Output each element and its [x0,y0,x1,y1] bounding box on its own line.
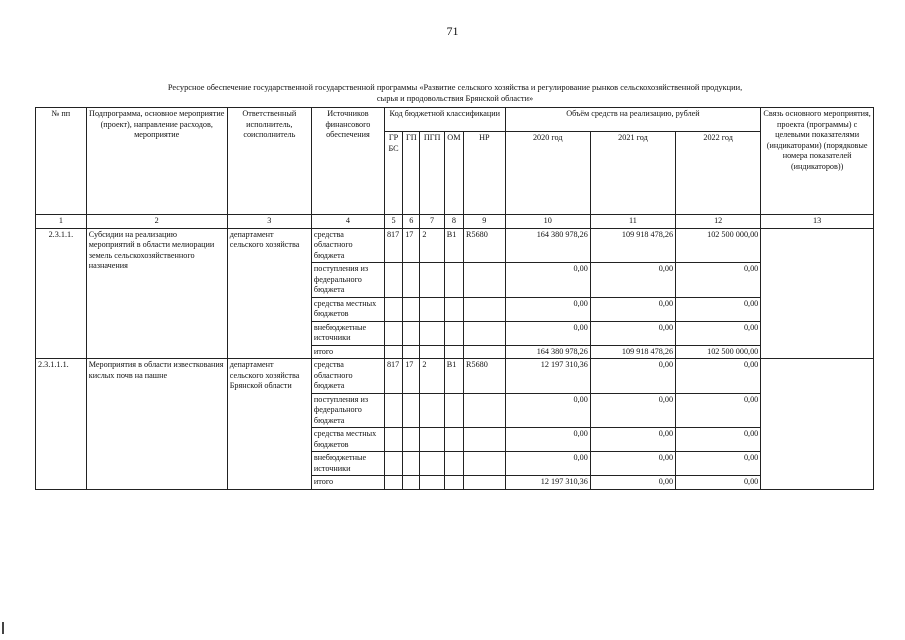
code-om: В1 [444,359,463,394]
col-number: 4 [311,215,384,229]
amount-2021: 0,00 [590,359,675,394]
column-numbers-row [36,215,874,229]
amount-2021: 109 918 478,26 [590,228,675,263]
funding-source: внебюджетные источники [311,452,384,476]
funding-source: итого [311,345,384,359]
col-number: 1 [36,215,87,229]
amount-2022: 0,00 [676,428,761,452]
header-sources: Источников финансового обеспечения [311,108,384,215]
header-y2020: 2020 год [505,132,590,215]
col-number: 11 [590,215,675,229]
header-nr: НР [464,132,506,215]
col-number: 5 [384,215,402,229]
amount-2020: 12 197 310,36 [505,359,590,394]
amount-2022: 0,00 [676,393,761,428]
funding-source: средства местных бюджетов [311,297,384,321]
page-number: 71 [446,24,459,38]
col-number: 3 [227,215,311,229]
amount-2022: 0,00 [676,359,761,394]
amount-2021: 0,00 [590,452,675,476]
code-grbs: 817 [384,228,402,263]
funding-source: средства местных бюджетов [311,428,384,452]
header-grbs: ГРБС [384,132,402,215]
amount-2020: 12 197 310,36 [505,476,590,490]
amount-2021: 109 918 478,26 [590,345,675,359]
row-number: 2.3.1.1.1. [36,359,87,490]
funding-source: внебюджетные источники [311,321,384,345]
header-volume: Объём средств на реализацию, рублей [505,108,761,132]
funding-source: поступления из федерального бюджета [311,393,384,428]
header-num: № пп [36,108,87,215]
table-header [36,108,874,229]
amount-2022: 102 500 000,00 [676,228,761,263]
amount-2022: 0,00 [676,321,761,345]
table-block [36,228,874,359]
amount-2020: 0,00 [505,393,590,428]
funding-source: средства областного бюджета [311,359,384,394]
amount-2020: 164 380 978,26 [505,228,590,263]
amount-2020: 0,00 [505,428,590,452]
indicator-link [761,228,874,359]
table-block [36,359,874,490]
col-number: 2 [86,215,227,229]
table-row [36,359,874,394]
amount-2022: 102 500 000,00 [676,345,761,359]
code-gp: 17 [403,228,420,263]
header-subprogram: Подпрограмма, основное мероприятие (проект), направление расходов, мероприятие [86,108,227,215]
header-gp: ГП [403,132,420,215]
code-grbs: 817 [384,359,402,394]
header-link: Связь основного мероприятия, проекта (программы) с целевыми показателями (индикаторами) (порядковые номера показателей (индикаторов)) [761,108,874,215]
amount-2020: 0,00 [505,263,590,298]
amount-2021: 0,00 [590,297,675,321]
col-number: 13 [761,215,874,229]
code-pgp: 2 [420,359,444,394]
code-nr: R5680 [464,228,506,263]
amount-2021: 0,00 [590,393,675,428]
code-nr: R5680 [464,359,506,394]
funding-source: поступления из федерального бюджета [311,263,384,298]
amount-2021: 0,00 [590,428,675,452]
measure-name: Субсидии на реализацию мероприятий в области мелиорации земель сельскохозяйственного назначения [86,228,227,359]
amount-2021: 0,00 [590,476,675,490]
col-number: 7 [420,215,444,229]
amount-2020: 164 380 978,26 [505,345,590,359]
header-y2022: 2022 год [676,132,761,215]
responsible-executor: департамент сельского хозяйства Брянской области [227,359,311,490]
funding-source: итого [311,476,384,490]
amount-2020: 0,00 [505,321,590,345]
title-line-1: Ресурсное обеспечение государственной государственной программы «Развитие сельского хозяйства и регулирование рынков сельскохозяйственной продукции, [167,83,743,92]
header-responsible: Ответственный исполнитель, соисполнитель [227,108,311,215]
resource-table [35,107,874,490]
header-y2021: 2021 год [590,132,675,215]
amount-2021: 0,00 [590,321,675,345]
funding-source: средства областного бюджета [311,228,384,263]
indicator-link [761,359,874,490]
col-number: 8 [444,215,463,229]
table-row [36,228,874,263]
header-budget-code: Код бюджетной классификации [384,108,505,132]
amount-2022: 0,00 [676,476,761,490]
col-number: 12 [676,215,761,229]
document-title [40,82,870,104]
col-number: 10 [505,215,590,229]
row-number: 2.3.1.1. [36,228,87,359]
header-pgp: ПГП [420,132,444,215]
amount-2022: 0,00 [676,297,761,321]
amount-2022: 0,00 [676,452,761,476]
amount-2021: 0,00 [590,263,675,298]
title-line-2: сырья и продовольствия Брянской области» [376,94,534,103]
code-pgp: 2 [420,228,444,263]
col-number: 9 [464,215,506,229]
scan-edge-mark [2,622,4,634]
code-gp: 17 [403,359,420,394]
col-number: 6 [403,215,420,229]
responsible-executor: департамент сельского хозяйства [227,228,311,359]
amount-2022: 0,00 [676,263,761,298]
code-om: В1 [444,228,463,263]
amount-2020: 0,00 [505,297,590,321]
measure-name: Мероприятия в области известкования кислых почв на пашне [86,359,227,490]
amount-2020: 0,00 [505,452,590,476]
header-om: ОМ [444,132,463,215]
